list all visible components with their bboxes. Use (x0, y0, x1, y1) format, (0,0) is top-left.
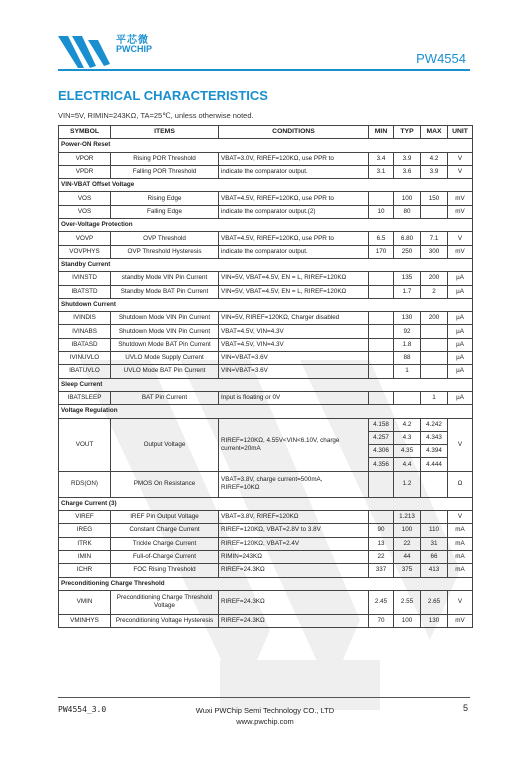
symbol-cell: IBATSTD (59, 285, 111, 298)
min-cell: 70 (369, 614, 394, 627)
item-cell: UVLO Mode Supply Current (111, 352, 219, 365)
min-cell (369, 471, 394, 497)
unit-cell: mA (448, 564, 473, 577)
max-cell: 4.343 (421, 431, 448, 444)
section-row (59, 219, 473, 232)
max-cell: 66 (421, 550, 448, 563)
section-label: Charge Current (3) (59, 497, 473, 510)
condition-cell: VBAT=4.5V, RIREF=120KΩ, use PPR to (219, 192, 369, 205)
symbol-cell: IBATUVLO (59, 365, 111, 378)
item-cell: IREF Pin Output Voltage (111, 511, 219, 524)
max-cell: 110 (421, 524, 448, 537)
col-symbol: SYMBOL (59, 126, 111, 139)
max-cell: 413 (421, 564, 448, 577)
item-cell: Shutdown Mode VIN Pin Current (111, 325, 219, 338)
item-cell: Preconditioning Charge Threshold Voltage (111, 590, 219, 614)
max-cell: 300 (421, 245, 448, 258)
typ-cell: 1.2 (394, 471, 421, 497)
typ-cell: 130 (394, 312, 421, 325)
table-row (59, 550, 473, 563)
max-cell: 200 (421, 272, 448, 285)
table-row (59, 352, 473, 365)
part-number: PW4554 (416, 51, 466, 66)
condition-cell: VBAT=4.5V, RIREF=120KΩ, use PPR to (219, 232, 369, 245)
symbol-cell: IBATASD (59, 338, 111, 351)
company-name: Wuxi PWChip Semi Technology CO., LTD (195, 706, 335, 715)
table-row (59, 152, 473, 165)
symbol-cell: IREG (59, 524, 111, 537)
section-label: Preconditioning Charge Threshold (59, 577, 473, 590)
max-cell: 150 (421, 192, 448, 205)
unit-cell: mV (448, 614, 473, 627)
item-cell: UVLO Mode BAT Pin Current (111, 365, 219, 378)
table-row (59, 471, 473, 497)
page-number: 5 (462, 703, 468, 713)
col-min: MIN (369, 126, 394, 139)
typ-cell: 4.4 (394, 458, 421, 471)
symbol-cell: IMIN (59, 550, 111, 563)
symbol-cell: VOVPHYS (59, 245, 111, 258)
condition-cell: VBAT=3.8V, charge current=500mA, RIREF=10KΩ (219, 471, 369, 497)
min-cell: 337 (369, 564, 394, 577)
typ-cell: 4.2 (394, 418, 421, 431)
condition-cell: VIN=VBAT=3.6V (219, 352, 369, 365)
table-row (59, 192, 473, 205)
min-cell: 13 (369, 537, 394, 550)
condition-cell: RIREF=24.3KΩ (219, 564, 369, 577)
condition-cell: VIN=5V, VBAT=4.5V, EN = L, RIREF=120KΩ (219, 285, 369, 298)
item-cell: Rising Edge (111, 192, 219, 205)
logo-english-text: PWCHIP (116, 44, 152, 54)
section-row (59, 139, 473, 152)
electrical-characteristics-table (58, 125, 473, 628)
unit-cell: µA (448, 285, 473, 298)
table-row (59, 524, 473, 537)
typ-cell: 22 (394, 537, 421, 550)
section-row (59, 298, 473, 311)
typ-cell: 250 (394, 245, 421, 258)
unit-cell: V (448, 511, 473, 524)
symbol-cell: RDS(ON) (59, 471, 111, 497)
symbol-cell: ITRK (59, 537, 111, 550)
symbol-cell: IVINDIS (59, 312, 111, 325)
min-cell: 4.158 (369, 418, 394, 431)
company-url: www.pwchip.com (236, 717, 294, 726)
max-cell (421, 338, 448, 351)
min-cell (369, 325, 394, 338)
unit-cell: V (448, 418, 473, 471)
min-cell (369, 352, 394, 365)
footer-company (0, 705, 530, 727)
item-cell: Rising POR Threshold (111, 152, 219, 165)
section-row (59, 258, 473, 271)
table-header-row (59, 126, 473, 139)
condition-cell: VIN=VBAT=3.6V (219, 365, 369, 378)
condition-cell: VIN=5V, VBAT=4.5V, EN = L, RIREF=120KΩ (219, 272, 369, 285)
typ-cell: 92 (394, 325, 421, 338)
typ-cell: 1.8 (394, 338, 421, 351)
unit-cell: V (448, 232, 473, 245)
section-label: Standby Current (59, 258, 473, 271)
item-cell: Falling Edge (111, 205, 219, 218)
min-cell: 170 (369, 245, 394, 258)
table-row (59, 391, 473, 404)
max-cell (421, 365, 448, 378)
item-cell: PMOS On Resistance (111, 471, 219, 497)
min-cell: 90 (369, 524, 394, 537)
unit-cell: V (448, 590, 473, 614)
min-cell: 4.257 (369, 431, 394, 444)
min-cell (369, 312, 394, 325)
condition-cell: RIMIN=243KΩ (219, 550, 369, 563)
max-cell (421, 511, 448, 524)
header-divider (58, 69, 470, 71)
typ-cell: 3.9 (394, 152, 421, 165)
item-cell: OVP Threshold (111, 232, 219, 245)
typ-cell: 3.6 (394, 165, 421, 178)
table-row (59, 205, 473, 218)
symbol-cell: IVINSTD (59, 272, 111, 285)
test-conditions-note: VIN=5V, RIMIN=243KΩ, TA=25℃, unless otherwise noted. (58, 111, 254, 120)
item-cell: Preconditioning Voltage Hysteresis (111, 614, 219, 627)
table-row (59, 285, 473, 298)
symbol-cell: VOS (59, 205, 111, 218)
logo-chinese-text: 平芯微 (116, 35, 149, 46)
item-cell: Standby Mode BAT Pin Current (111, 285, 219, 298)
typ-cell: 135 (394, 272, 421, 285)
section-label: Power-ON Reset (59, 139, 473, 152)
col-unit: UNIT (448, 126, 473, 139)
typ-cell: 100 (394, 192, 421, 205)
max-cell: 31 (421, 537, 448, 550)
min-cell: 4.356 (369, 458, 394, 471)
symbol-cell: IBATSLEEP (59, 391, 111, 404)
unit-cell: mA (448, 524, 473, 537)
table-row (59, 418, 473, 431)
section-label: Shutdown Current (59, 298, 473, 311)
min-cell (369, 365, 394, 378)
min-cell (369, 391, 394, 404)
typ-cell: 4.35 (394, 445, 421, 458)
unit-cell: µA (448, 352, 473, 365)
condition-cell: Input is floating or 0V (219, 391, 369, 404)
section-row (59, 577, 473, 590)
unit-cell: V (448, 152, 473, 165)
item-cell: Constant Charge Current (111, 524, 219, 537)
symbol-cell: IVINABS (59, 325, 111, 338)
max-cell (421, 325, 448, 338)
symbol-cell: VPDR (59, 165, 111, 178)
table-row (59, 312, 473, 325)
table-row (59, 245, 473, 258)
unit-cell: µA (448, 365, 473, 378)
condition-cell: RIREF=24.3KΩ (219, 614, 369, 627)
item-cell: Output Voltage (111, 418, 219, 471)
min-cell (369, 511, 394, 524)
symbol-cell: VPOR (59, 152, 111, 165)
min-cell: 2.45 (369, 590, 394, 614)
col-typ: TYP (394, 126, 421, 139)
section-row (59, 378, 473, 391)
symbol-cell: IVINUVLO (59, 352, 111, 365)
item-cell: Trickle Charge Current (111, 537, 219, 550)
unit-cell: µA (448, 272, 473, 285)
min-cell (369, 338, 394, 351)
table-row (59, 564, 473, 577)
max-cell: 1 (421, 391, 448, 404)
unit-cell: mV (448, 245, 473, 258)
condition-cell: VBAT=4.5V, VIN=4.3V (219, 338, 369, 351)
table-row (59, 590, 473, 614)
unit-cell: mV (448, 205, 473, 218)
min-cell (369, 285, 394, 298)
typ-cell: 100 (394, 524, 421, 537)
max-cell: 2.65 (421, 590, 448, 614)
min-cell: 4.306 (369, 445, 394, 458)
max-cell: 4.394 (421, 445, 448, 458)
max-cell (421, 471, 448, 497)
condition-cell: VIN=5V, RIREF=120KΩ, Charger disabled (219, 312, 369, 325)
max-cell: 130 (421, 614, 448, 627)
max-cell: 7.1 (421, 232, 448, 245)
typ-cell: 6.80 (394, 232, 421, 245)
condition-cell: VBAT=3.0V, RIREF=120KΩ, use PPR to (219, 152, 369, 165)
section-title: ELECTRICAL CHARACTERISTICS (58, 88, 268, 103)
condition-cell: VBAT=4.5V, VIN=4.3V (219, 325, 369, 338)
condition-cell: RIREF=120KΩ, VBAT=2.8V to 3.8V (219, 524, 369, 537)
unit-cell: V (448, 165, 473, 178)
unit-cell: mA (448, 537, 473, 550)
table-row (59, 272, 473, 285)
table-row (59, 511, 473, 524)
typ-cell: 1.213 (394, 511, 421, 524)
table-row (59, 614, 473, 627)
item-cell: Falling POR Threshold (111, 165, 219, 178)
item-cell: Shutdown Mode BAT Pin Current (111, 338, 219, 351)
section-row (59, 179, 473, 192)
unit-cell: µA (448, 312, 473, 325)
section-label: Voltage Regulation (59, 405, 473, 418)
max-cell (421, 352, 448, 365)
unit-cell: Ω (448, 471, 473, 497)
typ-cell: 1 (394, 365, 421, 378)
unit-cell: mV (448, 192, 473, 205)
condition-cell: indicate the comparator output. (219, 165, 369, 178)
max-cell: 4.2 (421, 152, 448, 165)
max-cell: 4.242 (421, 418, 448, 431)
table-row (59, 338, 473, 351)
symbol-cell: VOS (59, 192, 111, 205)
section-label: VIN-VBAT Offset Voltage (59, 179, 473, 192)
typ-cell: 100 (394, 614, 421, 627)
unit-cell: µA (448, 338, 473, 351)
table-row (59, 537, 473, 550)
typ-cell (394, 391, 421, 404)
max-cell: 200 (421, 312, 448, 325)
condition-cell: indicate the comparator output.(2) (219, 205, 369, 218)
document-version: PW4554_3.0 (58, 705, 107, 714)
unit-cell: µA (448, 391, 473, 404)
max-cell: 4.444 (421, 458, 448, 471)
typ-cell: 80 (394, 205, 421, 218)
item-cell: standby Mode VIN Pin Current (111, 272, 219, 285)
table-row (59, 365, 473, 378)
condition-cell: RIREF=120KΩ, VBAT=2.4V (219, 537, 369, 550)
typ-cell: 4.3 (394, 431, 421, 444)
item-cell: Shutdown Mode VIN Pin Current (111, 312, 219, 325)
condition-cell: VBAT=3.8V, RIREF=120KΩ (219, 511, 369, 524)
min-cell: 3.1 (369, 165, 394, 178)
unit-cell: mA (448, 550, 473, 563)
item-cell: Full-of-Charge Current (111, 550, 219, 563)
symbol-cell: VMIN (59, 590, 111, 614)
condition-cell: RIREF=120KΩ, 4.55V<VIN<6.10V, charge current=20mA (219, 418, 369, 471)
item-cell: OVP Threshold Hysteresis (111, 245, 219, 258)
typ-cell: 2.55 (394, 590, 421, 614)
symbol-cell: VOUT (59, 418, 111, 471)
section-label: Over-Voltage Protection (59, 219, 473, 232)
unit-cell: µA (448, 325, 473, 338)
condition-cell: RIREF=24.3KΩ (219, 590, 369, 614)
item-cell: FOC Rising Threshold (111, 564, 219, 577)
min-cell (369, 192, 394, 205)
max-cell (421, 205, 448, 218)
section-row (59, 497, 473, 510)
min-cell: 10 (369, 205, 394, 218)
typ-cell: 44 (394, 550, 421, 563)
min-cell (369, 272, 394, 285)
col-max: MAX (421, 126, 448, 139)
min-cell: 6.5 (369, 232, 394, 245)
symbol-cell: VOVP (59, 232, 111, 245)
col-conditions: CONDITIONS (219, 126, 369, 139)
section-row (59, 405, 473, 418)
symbol-cell: VIREF (59, 511, 111, 524)
symbol-cell: ICHR (59, 564, 111, 577)
typ-cell: 375 (394, 564, 421, 577)
min-cell: 3.4 (369, 152, 394, 165)
max-cell: 2 (421, 285, 448, 298)
table-row (59, 232, 473, 245)
typ-cell: 1.7 (394, 285, 421, 298)
footer-divider (58, 697, 470, 698)
symbol-cell: VMINHYS (59, 614, 111, 627)
section-label: Sleep Current (59, 378, 473, 391)
max-cell: 3.9 (421, 165, 448, 178)
min-cell: 22 (369, 550, 394, 563)
typ-cell: 88 (394, 352, 421, 365)
condition-cell: indicate the comparator output. (219, 245, 369, 258)
table-row (59, 325, 473, 338)
col-items: ITEMS (111, 126, 219, 139)
item-cell: BAT Pin Current (111, 391, 219, 404)
table-row (59, 165, 473, 178)
